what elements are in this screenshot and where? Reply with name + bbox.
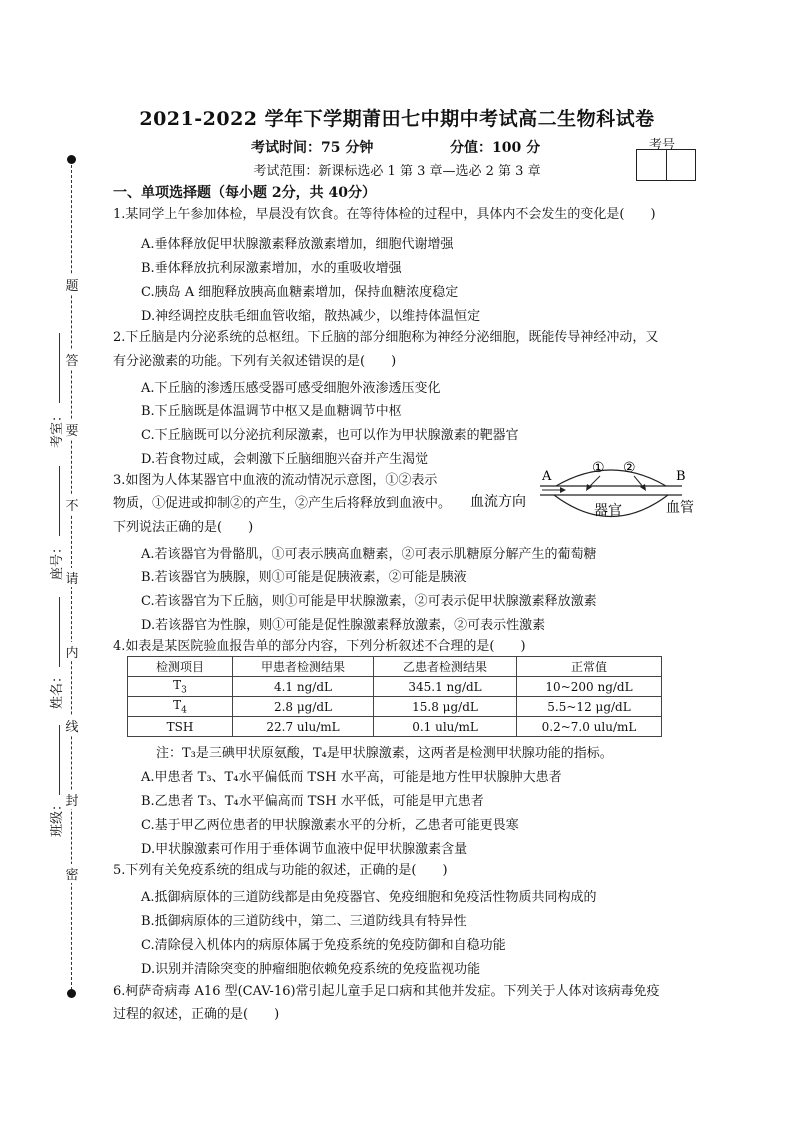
question-3-option-a: A.若该器官为骨骼肌，①可表示胰高血糖素，②可表示肌糖原分解产生的葡萄糖 xyxy=(141,547,597,562)
table-cell: 345.1 ng/dL xyxy=(374,677,517,697)
binding-char: 密 xyxy=(60,864,84,883)
organ-label: 器官 xyxy=(594,503,622,519)
table-row xyxy=(128,717,662,737)
question-3-option-b: B.若该器官为胰腺，则①可能是促胰液素，②可能是胰液 xyxy=(141,570,467,585)
question-1-option-d: D.神经调控皮肤毛细血管收缩，散热减少，以维持体温恒定 xyxy=(141,309,481,324)
flow-direction-arrowhead xyxy=(560,487,566,493)
question-5-option-b: B.抵御病原体的三道防线中，第二、三道防线具有特异性 xyxy=(141,914,467,929)
diagram-mark-1: ① xyxy=(592,460,605,476)
table-cell: 15.8 μg/dL xyxy=(374,697,517,717)
section-heading: 一、单项选择题（每小题 2分，共 40分） xyxy=(113,185,376,201)
binding-char: 封 xyxy=(60,790,84,809)
exam-number-box xyxy=(636,149,696,181)
flow-direction-label: 血流方向 xyxy=(470,494,526,510)
question-4-option-b: B.乙患者 T₃、T₄水平偏高而 TSH 水平低，可能是甲亢患者 xyxy=(141,794,484,809)
question-1-option-a: A.垂体释放促甲状腺激素释放激素增加，细胞代谢增强 xyxy=(141,237,454,252)
table-cell: 0.2~7.0 ulu/mL xyxy=(517,717,662,737)
table-cell: 4.1 ng/dL xyxy=(233,677,374,697)
binding-char: 内 xyxy=(60,642,84,661)
question-1-stem: 1.某同学上午参加体检，早晨没有饮食。在等待体检的过程中，具体内不会发生的变化是( ) xyxy=(113,207,656,222)
question-4-option-d: D.甲状腺激素可作用于垂体调节血液中促甲状腺激素含量 xyxy=(141,842,468,857)
table-header-cell: 甲患者检测结果 xyxy=(233,657,374,677)
diagram-label-b: B xyxy=(676,469,686,484)
question-1-option-c: C.胰岛 A 细胞释放胰高血糖素增加，保持血糖浓度稳定 xyxy=(141,285,459,300)
question-3-stem-line2: 物质，①促进或抑制②的产生，②产生后将释放到血液中。 xyxy=(113,496,452,511)
question-2-option-c: C.下丘脑既可以分泌抗利尿激素，也可以作为甲状腺激素的靶器官 xyxy=(141,428,519,443)
exam-number-cell-1 xyxy=(637,150,666,180)
binding-char: 题 xyxy=(60,275,84,294)
table-cell: 5.5~12 μg/dL xyxy=(517,697,662,717)
room-field-label: 考室： xyxy=(46,409,65,448)
binding-char: 线 xyxy=(60,716,84,735)
table-cell: 2.8 μg/dL xyxy=(233,697,374,717)
vessel-label: 血管 xyxy=(666,500,694,516)
question-5-option-c: C.清除侵入机体内的病原体属于免疫系统的免疫防御和自稳功能 xyxy=(141,938,506,953)
question-4-option-c: C.基于甲乙两位患者的甲状腺激素水平的分析，乙患者可能更畏寒 xyxy=(141,818,519,833)
blood-test-table xyxy=(127,656,662,737)
question-6-stem-line1: 6.柯萨奇病毒 A16 型(CAV-16)常引起儿童手足口病和其他并发症。下列关于人体对该病毒免疫 xyxy=(113,984,660,999)
question-2-option-d: D.若食物过咸，会刺激下丘脑细胞兴奋并产生渴觉 xyxy=(141,452,429,467)
question-4-option-a: A.甲患者 T₃、T₄水平偏低而 TSH 水平高，可能是地方性甲状腺肿大患者 xyxy=(141,770,562,785)
table-header-cell: 检测项目 xyxy=(128,657,233,677)
question-4-note: 注：T₃是三碘甲状原氨酸，T₄是甲状腺激素，这两者是检测甲状腺功能的指标。 xyxy=(156,746,613,761)
table-row xyxy=(128,697,662,717)
question-2-stem-line1: 2.下丘脑是内分泌系统的总枢纽。下丘脑的部分细胞称为神经分泌细胞，既能传导神经冲动，又 xyxy=(113,330,659,345)
table-header-cell: 正常值 xyxy=(517,657,662,677)
binding-char: 要 xyxy=(60,420,84,439)
question-3-stem-line1: 3.如图为人体某器官中血液的流动情况示意图，①②表示 xyxy=(113,473,438,488)
question-2-option-a: A.下丘脑的渗透压感受器可感受细胞外液渗透压变化 xyxy=(141,381,441,396)
name-field-label: 姓名： xyxy=(46,670,65,709)
exam-number-label: 考号 xyxy=(649,138,676,153)
table-cell: $T_4$ xyxy=(128,697,233,717)
question-3-option-d: D.若该器官为性腺，则①可能是促性腺激素释放激素，②可表示性激素 xyxy=(141,618,546,633)
table-cell: TSH xyxy=(128,717,233,737)
class-field-line xyxy=(59,725,60,795)
class-field-label: 班级： xyxy=(46,798,65,837)
room-field-line xyxy=(59,333,60,403)
seat-field-line xyxy=(59,466,60,536)
exam-score: 分值：100 分 xyxy=(450,140,541,156)
question-2-option-b: B.下丘脑既是体温调节中枢又是血糖调节中枢 xyxy=(141,404,402,419)
exam-scope: 考试范围：新课标选必 1 第 3 章—选必 2 第 3 章 xyxy=(253,164,541,179)
binding-char: 请 xyxy=(60,568,84,587)
table-header-row xyxy=(128,657,662,677)
binding-dot-bottom xyxy=(67,989,76,998)
organ-upper-arc xyxy=(556,470,666,486)
question-6-stem-line2: 过程的叙述，正确的是( ) xyxy=(113,1007,280,1022)
table-row xyxy=(128,677,662,697)
binding-dot-top xyxy=(67,155,76,164)
table-cell: 0.1 ulu/mL xyxy=(374,717,517,737)
binding-char: 答 xyxy=(60,350,84,369)
question-5-option-d: D.识别并清除突变的肿瘤细胞依赖免疫系统的免疫监视功能 xyxy=(141,962,481,977)
blood-flow-diagram xyxy=(466,456,706,530)
table-cell: 10~200 ng/dL xyxy=(517,677,662,697)
seat-field-label: 座号： xyxy=(46,541,65,580)
question-4-stem: 4.如表是某医院验血报告单的部分内容，下列分析叙述不合理的是( ) xyxy=(113,639,526,654)
exam-time: 考试时间：75 分钟 xyxy=(251,140,374,156)
question-3-stem-line3: 下列说法正确的是( ) xyxy=(113,520,254,535)
question-2-stem-line2: 有分泌激素的功能。下列有关叙述错误的是( ) xyxy=(113,354,397,369)
binding-char: 不 xyxy=(60,495,84,514)
question-1-option-b: B.垂体释放抗利尿激素增加，水的重吸收增强 xyxy=(141,261,402,276)
question-5-stem: 5.下列有关免疫系统的组成与功能的叙述，正确的是( ) xyxy=(113,863,448,878)
diagram-label-a: A xyxy=(542,469,552,484)
table-cell: 22.7 ulu/mL xyxy=(233,717,374,737)
question-5-option-a: A.抵御病原体的三道防线都是由免疫器官、免疫细胞和免疫活性物质共同构成的 xyxy=(141,890,597,905)
exam-title: 2021-2022 学年下学期莆田七中期中考试高二生物科试卷 xyxy=(139,108,655,130)
exam-number-cell-2 xyxy=(666,150,696,180)
table-header-cell: 乙患者检测结果 xyxy=(374,657,517,677)
diagram-mark-2: ② xyxy=(623,460,636,476)
name-field-line xyxy=(59,597,60,667)
question-3-option-c: C.若该器官为下丘脑，则①可能是甲状腺激素，②可表示促甲状腺激素释放激素 xyxy=(141,594,597,609)
table-cell: $T_3$ xyxy=(128,677,233,697)
